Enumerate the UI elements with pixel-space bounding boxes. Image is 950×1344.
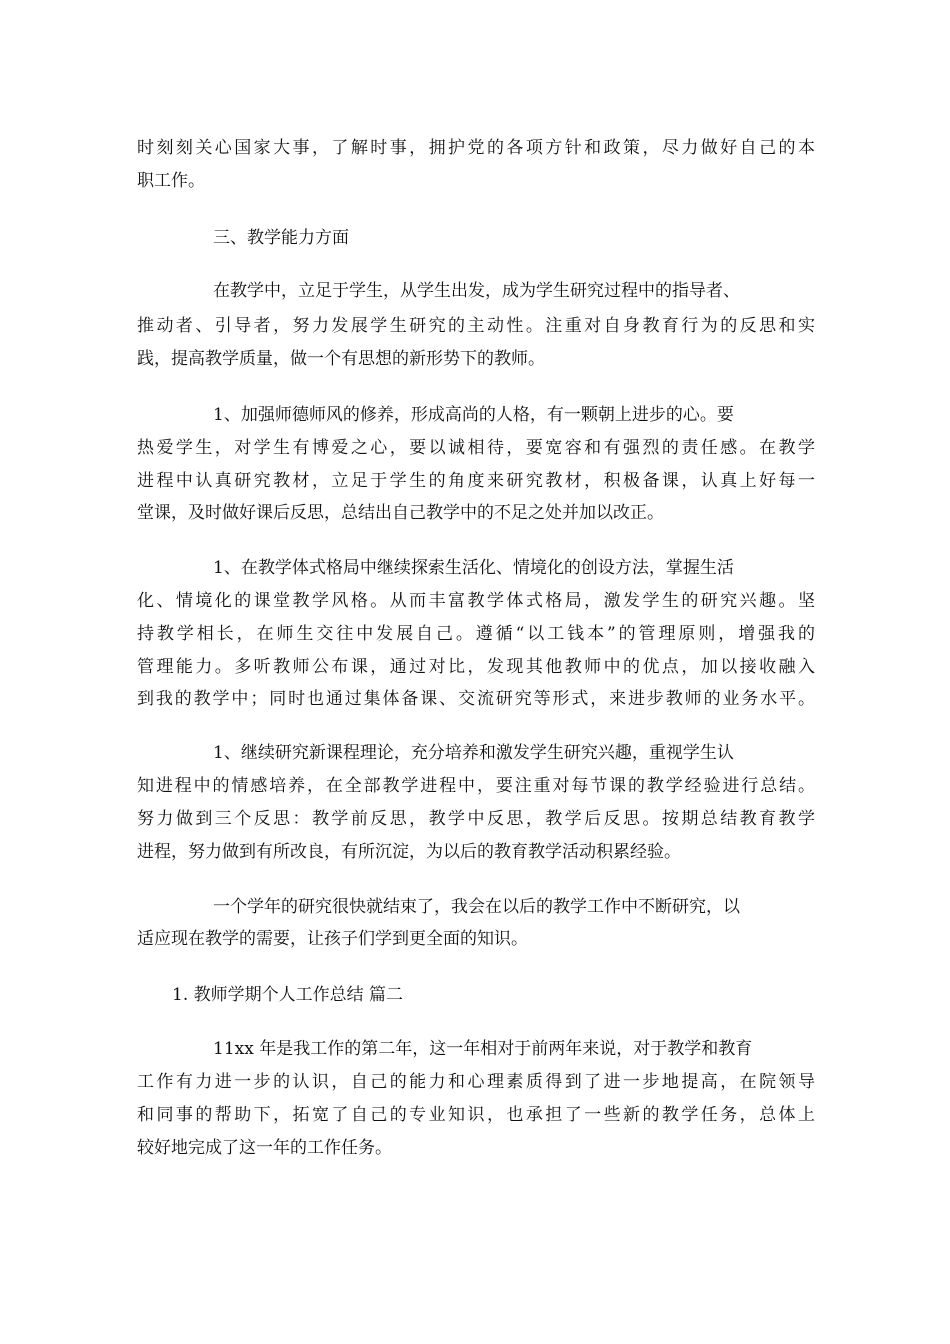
text-line: 知进程中的情感培养，在全部教学进程中，要注重对每节课的教学经验进行总结。 — [137, 776, 815, 796]
text-line: 堂课，及时做好课后反思，总结出自己教学中的不足之处并加以改正。 — [137, 503, 664, 523]
text-line: 和同事的帮助下，拓宽了自己的专业知识，也承担了一些新的教学任务，总体上 — [137, 1105, 815, 1125]
text-line: 到我的教学中；同时也通过集体备课、交流研究等形式，来进步教师的业务水平。 — [137, 689, 815, 709]
text-line: 努力做到三个反思：教学前反思，教学中反思，教学后反思。按期总结教育教学 — [137, 809, 815, 829]
text-line: 职工作。 — [137, 171, 205, 191]
text-line: 适应现在教学的需要，让孩子们学到更全面的知识。 — [137, 929, 528, 949]
text-line: 进程中认真研究教材，立足于学生的角度来研究教材，积极备课，认真上好每一 — [137, 471, 815, 491]
text-line: 11xx 年是我工作的第二年，这一年相对于前两年来说，对于教学和教育 — [213, 1039, 753, 1059]
text-line: 践，提高教学质量，做一个有思想的新形势下的教师。 — [137, 349, 545, 369]
text-line: 进程，努力做到有所改良，有所沉淀，为以后的教育教学活动积累经验。 — [137, 842, 681, 862]
text-line: 一个学年的研究很快就结束了，我会在以后的教学工作中不断研究，以 — [213, 897, 740, 917]
text-line: 推动者、引导者，努力发展学生研究的主动性。注重对自身教育行为的反思和实 — [137, 316, 815, 336]
text-line: 1、加强师德师风的修养，形成高尚的人格，有一颗朝上进步的心。要 — [213, 405, 734, 425]
text-line: 1、在教学体式格局中继续探索生活化、情境化的创设方法，掌握生活 — [213, 558, 734, 578]
text-line: 热爱学生，对学生有博爱之心，要以诚相待，要宽容和有强烈的责任感。在教学 — [137, 438, 815, 458]
text-line: 时刻刻关心国家大事，了解时事，拥护党的各项方针和政策，尽力做好自己的本 — [137, 138, 815, 158]
section-heading: 三、教学能力方面 — [213, 228, 349, 248]
text-line: 管理能力。多听教师公布课，通过对比，发现其他教师中的优点，加以接收融入 — [137, 657, 815, 677]
text-line: 1、继续研究新课程理论，充分培养和激发学生研究兴趣，重视学生认 — [213, 743, 734, 763]
text-line: 化、情境化的课堂教学风格。从而丰富教学体式格局，激发学生的研究兴趣。坚 — [137, 591, 815, 611]
text-line: 较好地完成了这一年的工作任务。 — [137, 1138, 392, 1158]
text-line: 在教学中，立足于学生，从学生出发，成为学生研究过程中的指导者、 — [213, 281, 740, 301]
text-line: 工作有力进一步的认识，自己的能力和心理素质得到了进一步地提高，在院领导 — [137, 1072, 815, 1092]
section-heading: 1. 教师学期个人工作总结 篇二 — [172, 985, 404, 1005]
text-line: 持教学相长，在师生交往中发展自己。遵循“以工钱本”的管理原则，增强我的 — [137, 624, 815, 644]
